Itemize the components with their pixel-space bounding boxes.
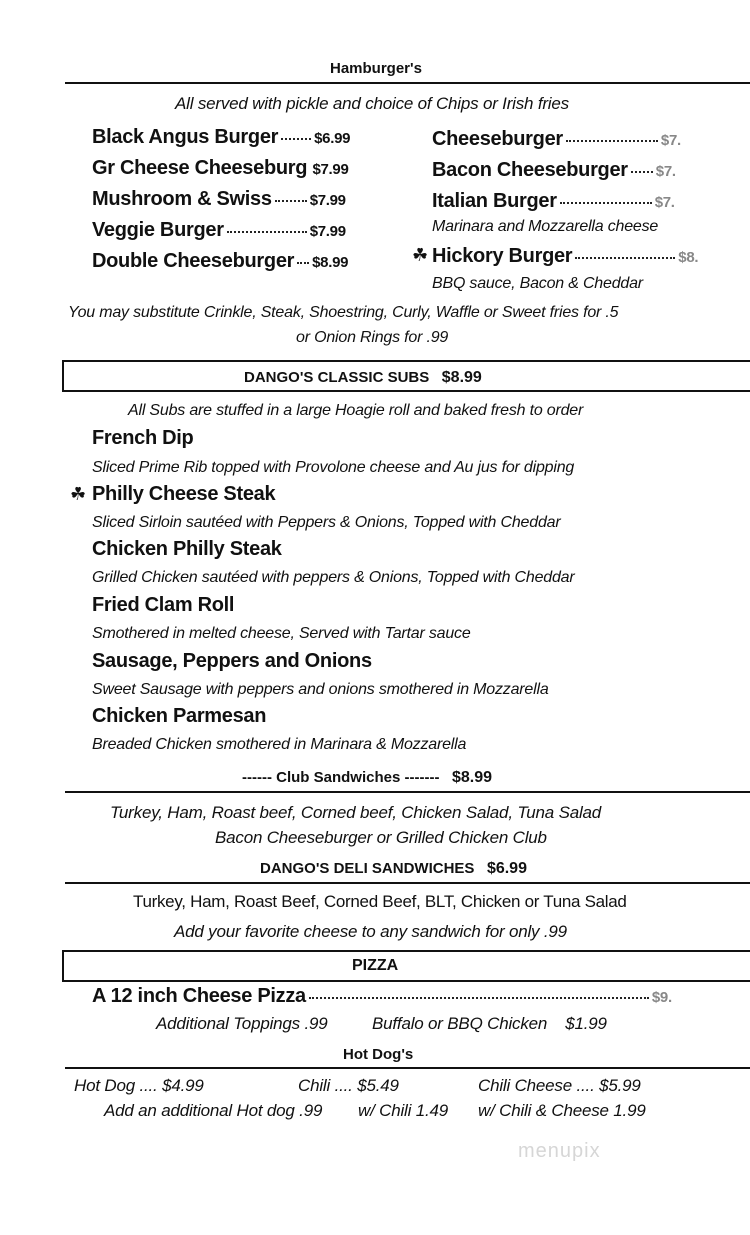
sub-desc: Sliced Prime Rib topped with Provolone cheese and Au jus for dipping — [92, 459, 575, 476]
hotdog-price: Hot Dog .... $4.99 — [74, 1076, 204, 1095]
sub-desc: Smothered in melted cheese, Served with Tartar sauce — [92, 625, 471, 642]
item-name: Veggie Burger — [92, 219, 224, 241]
club-line-1: Turkey, Ham, Roast beef, Corned beef, Chicken Salad, Tuna Salad — [110, 803, 602, 822]
item-name: Italian Burger — [432, 190, 557, 212]
shamrock-icon: ☘ — [70, 484, 87, 504]
item-price: $8. — [678, 249, 699, 266]
add-chili: w/ Chili 1.49 — [358, 1101, 448, 1120]
shamrock-icon: ☘ — [412, 245, 429, 265]
menu-item — [92, 219, 346, 242]
deli-price: $6.99 — [486, 860, 527, 877]
pizza-title: PIZZA — [352, 957, 399, 974]
chili-price: Chili .... $5.49 — [298, 1076, 399, 1095]
item-name: Black Angus Burger — [92, 126, 279, 148]
item-name: Gr Cheese Cheeseburg — [92, 157, 308, 179]
onion-rings-note: or Onion Rings for .99 — [296, 329, 449, 346]
divider — [65, 791, 750, 793]
subs-title-text: DANGO'S CLASSIC SUBS — [244, 369, 430, 386]
sub-desc: Sliced Sirloin sautéed with Peppers & Onions, Topped with Cheddar — [92, 514, 561, 531]
item-price: $7.99 — [309, 192, 346, 209]
deli-title — [260, 860, 527, 878]
club-title — [242, 769, 492, 787]
hamburgers-title: Hamburger's — [330, 60, 422, 77]
sub-name: Chicken Parmesan — [92, 705, 267, 727]
divider — [65, 1067, 750, 1069]
club-line-2: Bacon Cheeseburger or Grilled Chicken Club — [215, 828, 547, 847]
add-hotdog: Add an additional Hot dog .99 — [104, 1101, 323, 1120]
menu-item — [92, 250, 348, 273]
subs-title — [244, 369, 482, 387]
pizza-buffalo-text: Buffalo or BBQ Chicken — [372, 1014, 548, 1033]
pizza-buffalo — [372, 1014, 607, 1034]
item-name: Mushroom & Swiss — [92, 188, 272, 210]
sub-desc: Breaded Chicken smothered in Marinara & Mozzarella — [92, 736, 467, 753]
chili-cheese-price: Chili Cheese .... $5.99 — [478, 1076, 641, 1095]
menu-item — [92, 188, 346, 211]
subs-price: $8.99 — [441, 369, 482, 386]
menu-item — [432, 245, 698, 268]
item-price: $9. — [651, 989, 672, 1006]
sub-name: Philly Cheese Steak — [92, 483, 276, 505]
item-name: Double Cheeseburger — [92, 250, 295, 272]
hamburgers-note: All served with pickle and choice of Chips or Irish fries — [175, 94, 569, 113]
item-description: Marinara and Mozzarella cheese — [432, 218, 659, 235]
pizza-toppings: Additional Toppings .99 — [156, 1014, 328, 1033]
add-chili-cheese: w/ Chili & Cheese 1.99 — [478, 1101, 646, 1120]
divider — [65, 82, 750, 84]
deli-title-text: DANGO'S DELI SANDWICHES — [260, 860, 475, 877]
fries-substitute-note: You may substitute Crinkle, Steak, Shoestring, Curly, Waffle or Sweet fries for .5 — [68, 304, 619, 321]
section-box — [62, 950, 750, 982]
divider — [65, 882, 750, 884]
sub-name: French Dip — [92, 427, 194, 449]
deli-line-1: Turkey, Ham, Roast Beef, Corned Beef, BLT, Chicken or Tuna Salad — [133, 892, 627, 911]
item-price: $6.99 — [314, 130, 351, 147]
sub-desc: Grilled Chicken sautéed with peppers & Onions, Topped with Cheddar — [92, 569, 575, 586]
item-price: $8.99 — [312, 254, 349, 271]
item-price: $7.99 — [309, 223, 346, 240]
item-price: $7.99 — [312, 161, 349, 178]
item-price: $7. — [654, 194, 675, 211]
item-name: Hickory Burger — [432, 245, 573, 267]
sub-name: Chicken Philly Steak — [92, 538, 282, 560]
item-description: BBQ sauce, Bacon & Cheddar — [432, 275, 643, 292]
club-title-text: ------ Club Sandwiches ------- — [242, 769, 440, 786]
club-price: $8.99 — [451, 769, 493, 786]
item-name: Cheeseburger — [432, 128, 563, 150]
sub-name: Fried Clam Roll — [92, 594, 235, 616]
menu-item — [92, 985, 672, 1008]
menu-item — [432, 190, 675, 213]
sub-name: Sausage, Peppers and Onions — [92, 650, 372, 672]
sub-desc: Sweet Sausage with peppers and onions smothered in Mozzarella — [92, 681, 549, 698]
menu-item — [432, 128, 681, 151]
pizza-buffalo-price: $1.99 — [565, 1014, 607, 1033]
item-price: $7. — [655, 163, 676, 180]
hotdogs-title: Hot Dog's — [343, 1046, 414, 1063]
deli-line-2: Add your favorite cheese to any sandwich for only .99 — [174, 922, 567, 941]
menu-item — [92, 157, 349, 180]
item-name: A 12 inch Cheese Pizza — [92, 985, 306, 1007]
menu-item — [92, 126, 350, 149]
item-name: Bacon Cheeseburger — [432, 159, 628, 181]
watermark: menupix — [518, 1140, 601, 1162]
menu-item — [432, 159, 676, 182]
subs-note: All Subs are stuffed in a large Hoagie roll and baked fresh to order — [128, 402, 584, 419]
item-price: $7. — [660, 132, 681, 149]
